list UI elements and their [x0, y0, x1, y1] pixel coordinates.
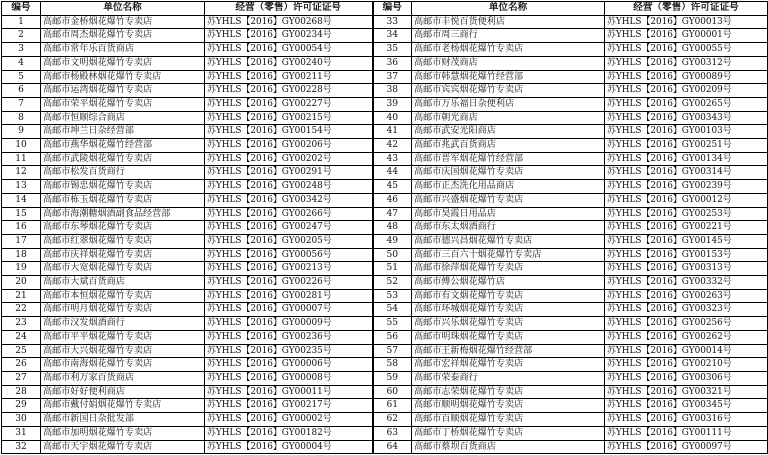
row-number-left: 30: [2, 413, 41, 427]
license-number-right: 苏YHLS【2016】GY00306号: [605, 371, 768, 385]
license-number-right: 苏YHLS【2016】GY00314号: [605, 166, 768, 180]
unit-name-left: 高邮市加明烟花爆竹专卖店: [41, 426, 205, 440]
row-number-left: 14: [2, 193, 41, 207]
license-number-right: 苏YHLS【2016】GY00014号: [605, 344, 768, 358]
table-row: [2, 330, 768, 344]
unit-name-right: 高邮市有文烟花爆竹专卖店: [412, 289, 605, 303]
row-number-right: 64: [373, 440, 412, 454]
license-number-left: 苏YHLS【2016】GY00234号: [205, 29, 373, 43]
row-number-right: 40: [373, 111, 412, 125]
license-number-left: 苏YHLS【2016】GY00235号: [205, 344, 373, 358]
table-row: [2, 317, 768, 331]
unit-name-left: 高邮市新国日杂批发部: [41, 413, 205, 427]
license-number-right: 苏YHLS【2016】GY00097号: [605, 440, 768, 454]
unit-name-right: 高邮市晋军烟花爆竹经营部: [412, 152, 605, 166]
table-row: [2, 413, 768, 427]
row-number-right: 45: [373, 180, 412, 194]
license-number-right: 苏YHLS【2016】GY00332号: [605, 276, 768, 290]
license-number-right: 苏YHLS【2016】GY00343号: [605, 111, 768, 125]
license-number-right: 苏YHLS【2016】GY00013号: [605, 15, 768, 29]
table-row: [2, 440, 768, 454]
license-number-left: 苏YHLS【2016】GY00182号: [205, 426, 373, 440]
row-number-right: 41: [373, 125, 412, 139]
row-number-left: 18: [2, 248, 41, 262]
license-number-right: 苏YHLS【2016】GY00111号: [605, 426, 768, 440]
table-row: [2, 139, 768, 153]
header-license-left: 经营（零售）许可证证号: [205, 2, 373, 16]
row-number-left: 6: [2, 84, 41, 98]
table-row: [2, 166, 768, 180]
row-number-left: 27: [2, 371, 41, 385]
unit-name-right: 高邮市宏祥烟花爆竹专卖店: [412, 358, 605, 372]
license-number-left: 苏YHLS【2016】GY00213号: [205, 262, 373, 276]
row-number-right: 34: [373, 29, 412, 43]
unit-name-right: 高邮市丰悦百货便利店: [412, 15, 605, 29]
row-number-left: 19: [2, 262, 41, 276]
table-row: [2, 248, 768, 262]
table-row: [2, 276, 768, 290]
unit-name-left: 高邮市周杰烟花爆竹专卖店: [41, 29, 205, 43]
table-row: [2, 358, 768, 372]
license-number-right: 苏YHLS【2016】GY00323号: [605, 303, 768, 317]
row-number-left: 13: [2, 180, 41, 194]
unit-name-left: 高邮市坤兰日杂经营部: [41, 125, 205, 139]
row-number-right: 52: [373, 276, 412, 290]
row-number-left: 24: [2, 330, 41, 344]
table-row: [2, 221, 768, 235]
row-number-right: 53: [373, 289, 412, 303]
row-number-left: 29: [2, 399, 41, 413]
row-number-left: 2: [2, 29, 41, 43]
license-number-left: 苏YHLS【2016】GY00247号: [205, 221, 373, 235]
unit-name-left: 高邮市好好便利商店: [41, 385, 205, 399]
row-number-left: 4: [2, 56, 41, 70]
license-number-right: 苏YHLS【2016】GY00145号: [605, 234, 768, 248]
row-number-left: 9: [2, 125, 41, 139]
unit-name-right: 高邮市环城烟花爆竹专卖店: [412, 303, 605, 317]
license-number-right: 苏YHLS【2016】GY00239号: [605, 180, 768, 194]
table-row: [2, 193, 768, 207]
row-number-left: 28: [2, 385, 41, 399]
unit-name-left: 高邮市南海烟花爆竹专卖店: [41, 358, 205, 372]
row-number-left: 25: [2, 344, 41, 358]
row-number-left: 22: [2, 303, 41, 317]
unit-name-right: 高邮市老杨烟花爆竹专卖店: [412, 43, 605, 57]
table-row: [2, 29, 768, 43]
unit-name-right: 高邮市荣泰商行: [412, 371, 605, 385]
unit-name-right: 高邮市东太烟酒商行: [412, 221, 605, 235]
license-number-left: 苏YHLS【2016】GY00281号: [205, 289, 373, 303]
license-number-right: 苏YHLS【2016】GY00210号: [605, 358, 768, 372]
license-number-right: 苏YHLS【2016】GY00221号: [605, 221, 768, 235]
license-number-left: 苏YHLS【2016】GY00236号: [205, 330, 373, 344]
unit-name-right: 高邮市兆武百货商店: [412, 139, 605, 153]
unit-name-left: 高邮市松发百货商行: [41, 166, 205, 180]
license-roster-sheet: [1, 1, 767, 454]
row-number-left: 7: [2, 97, 41, 111]
license-number-right: 苏YHLS【2016】GY00263号: [605, 289, 768, 303]
row-number-left: 10: [2, 139, 41, 153]
unit-name-left: 高邮市戴付娟烟花爆竹专卖店: [41, 399, 205, 413]
license-number-left: 苏YHLS【2016】GY00002号: [205, 413, 373, 427]
row-number-left: 21: [2, 289, 41, 303]
row-number-right: 56: [373, 330, 412, 344]
unit-name-right: 高邮市兴乐烟花爆竹专卖店: [412, 317, 605, 331]
unit-name-right: 高邮市德兴昌烟花爆竹专卖店: [412, 234, 605, 248]
license-number-left: 苏YHLS【2016】GY00211号: [205, 70, 373, 84]
license-number-left: 苏YHLS【2016】GY00054号: [205, 43, 373, 57]
license-number-left: 苏YHLS【2016】GY00227号: [205, 97, 373, 111]
row-number-right: 42: [373, 139, 412, 153]
unit-name-left: 高邮市大斌百货商店: [41, 276, 205, 290]
header-row: [2, 2, 768, 16]
row-number-right: 35: [373, 43, 412, 57]
unit-name-right: 高邮市庆国烟花爆竹专卖店: [412, 166, 605, 180]
unit-name-left: 高邮市海潮糖烟酒副食品经营部: [41, 207, 205, 221]
unit-name-right: 高邮市王新梅烟花爆竹经营部: [412, 344, 605, 358]
license-number-left: 苏YHLS【2016】GY00217号: [205, 399, 373, 413]
row-number-right: 61: [373, 399, 412, 413]
row-number-right: 54: [373, 303, 412, 317]
unit-name-left: 高邮市本恒烟花爆竹专卖店: [41, 289, 205, 303]
unit-name-left: 高邮市恒顺综合商店: [41, 111, 205, 125]
license-number-left: 苏YHLS【2016】GY00006号: [205, 358, 373, 372]
unit-name-right: 高邮市财茂商店: [412, 56, 605, 70]
license-number-left: 苏YHLS【2016】GY00228号: [205, 84, 373, 98]
unit-name-right: 高邮市万乐福日杂便利店: [412, 97, 605, 111]
unit-name-right: 高邮市顺明烟花爆竹专卖店: [412, 399, 605, 413]
table-row: [2, 371, 768, 385]
unit-name-left: 高邮市武陵烟花爆竹专卖店: [41, 152, 205, 166]
header-unit-left: 单位名称: [41, 2, 205, 16]
license-number-left: 苏YHLS【2016】GY00009号: [205, 317, 373, 331]
license-number-right: 苏YHLS【2016】GY00316号: [605, 413, 768, 427]
row-number-right: 43: [373, 152, 412, 166]
license-number-right: 苏YHLS【2016】GY00103号: [605, 125, 768, 139]
row-number-left: 32: [2, 440, 41, 454]
license-number-right: 苏YHLS【2016】GY00256号: [605, 317, 768, 331]
table-row: [2, 262, 768, 276]
row-number-right: 50: [373, 248, 412, 262]
row-number-left: 20: [2, 276, 41, 290]
unit-name-right: 高邮市武安光阳商店: [412, 125, 605, 139]
row-number-left: 15: [2, 207, 41, 221]
license-number-right: 苏YHLS【2016】GY00253号: [605, 207, 768, 221]
table-row: [2, 152, 768, 166]
row-number-left: 8: [2, 111, 41, 125]
license-number-left: 苏YHLS【2016】GY00007号: [205, 303, 373, 317]
license-number-left: 苏YHLS【2016】GY00008号: [205, 371, 373, 385]
license-number-left: 苏YHLS【2016】GY00004号: [205, 440, 373, 454]
row-number-right: 39: [373, 97, 412, 111]
unit-name-left: 高邮市平平烟花爆竹专卖店: [41, 330, 205, 344]
table-row: [2, 15, 768, 29]
row-number-left: 17: [2, 234, 41, 248]
license-number-left: 苏YHLS【2016】GY00202号: [205, 152, 373, 166]
unit-name-right: 高邮市丁桥烟花爆竹专卖店: [412, 426, 605, 440]
row-number-left: 1: [2, 15, 41, 29]
row-number-right: 48: [373, 221, 412, 235]
license-number-right: 苏YHLS【2016】GY00265号: [605, 97, 768, 111]
license-number-left: 苏YHLS【2016】GY00215号: [205, 111, 373, 125]
unit-name-left: 高邮市杨殿林烟花爆竹专卖店: [41, 70, 205, 84]
unit-name-left: 高邮市红翠烟花爆竹专卖店: [41, 234, 205, 248]
unit-name-right: 高邮市志荣烟花爆竹专卖店: [412, 385, 605, 399]
table-row: [2, 234, 768, 248]
unit-name-right: 高邮市三百六十烟花爆竹专卖店: [412, 248, 605, 262]
unit-name-right: 高邮市韩慧烟花爆竹经营部: [412, 70, 605, 84]
row-number-left: 11: [2, 152, 41, 166]
row-number-left: 26: [2, 358, 41, 372]
unit-name-right: 高邮市傅公烟花爆竹店: [412, 276, 605, 290]
license-number-left: 苏YHLS【2016】GY00240号: [205, 56, 373, 70]
license-number-left: 苏YHLS【2016】GY00291号: [205, 166, 373, 180]
license-number-right: 苏YHLS【2016】GY00345号: [605, 399, 768, 413]
row-number-right: 44: [373, 166, 412, 180]
row-number-right: 63: [373, 426, 412, 440]
unit-name-right: 高邮市兴盛烟花爆竹专卖店: [412, 193, 605, 207]
license-number-right: 苏YHLS【2016】GY00312号: [605, 56, 768, 70]
row-number-right: 33: [373, 15, 412, 29]
license-number-right: 苏YHLS【2016】GY00001号: [605, 29, 768, 43]
table-row: [2, 43, 768, 57]
row-number-right: 38: [373, 84, 412, 98]
unit-name-left: 高邮市大宽烟花爆竹专卖店: [41, 262, 205, 276]
unit-name-right: 高邮市徐萍烟花爆竹专卖店: [412, 262, 605, 276]
row-number-right: 47: [373, 207, 412, 221]
table-row: [2, 180, 768, 194]
license-number-left: 苏YHLS【2016】GY00248号: [205, 180, 373, 194]
license-number-left: 苏YHLS【2016】GY00206号: [205, 139, 373, 153]
unit-name-left: 高邮市金桥烟花爆竹专卖店: [41, 15, 205, 29]
table-row: [2, 84, 768, 98]
unit-name-right: 高邮市百顺烟花爆竹专卖店: [412, 413, 605, 427]
license-number-right: 苏YHLS【2016】GY00134号: [605, 152, 768, 166]
unit-name-left: 高邮市栋玉烟花爆竹专卖店: [41, 193, 205, 207]
table-row: [2, 426, 768, 440]
license-number-left: 苏YHLS【2016】GY00342号: [205, 193, 373, 207]
row-number-left: 12: [2, 166, 41, 180]
license-number-right: 苏YHLS【2016】GY00209号: [605, 84, 768, 98]
table-row: [2, 111, 768, 125]
unit-name-left: 高邮市文明烟花爆竹专卖店: [41, 56, 205, 70]
license-number-left: 苏YHLS【2016】GY00226号: [205, 276, 373, 290]
table-row: [2, 385, 768, 399]
license-number-left: 苏YHLS【2016】GY00056号: [205, 248, 373, 262]
license-number-left: 苏YHLS【2016】GY00011号: [205, 385, 373, 399]
table-row: [2, 70, 768, 84]
table-row: [2, 399, 768, 413]
row-number-right: 37: [373, 70, 412, 84]
row-number-left: 31: [2, 426, 41, 440]
header-num-left: 编号: [2, 2, 41, 16]
unit-name-right: 高邮市宾宾烟花爆竹专卖店: [412, 84, 605, 98]
unit-name-right: 高邮市蔡坝百货商店: [412, 440, 605, 454]
header-license-right: 经营（零售）许可证证号: [605, 2, 768, 16]
table-row: [2, 207, 768, 221]
license-number-right: 苏YHLS【2016】GY00153号: [605, 248, 768, 262]
table-row: [2, 303, 768, 317]
license-number-right: 苏YHLS【2016】GY00251号: [605, 139, 768, 153]
license-number-left: 苏YHLS【2016】GY00268号: [205, 15, 373, 29]
roster-body: [2, 15, 768, 454]
license-number-right: 苏YHLS【2016】GY00313号: [605, 262, 768, 276]
table-row: [2, 56, 768, 70]
unit-name-right: 高邮市朝光商店: [412, 111, 605, 125]
row-number-left: 23: [2, 317, 41, 331]
table-row: [2, 125, 768, 139]
unit-name-right: 高邮市昊霞日用品店: [412, 207, 605, 221]
license-number-right: 苏YHLS【2016】GY00262号: [605, 330, 768, 344]
row-number-right: 59: [373, 371, 412, 385]
row-number-right: 55: [373, 317, 412, 331]
unit-name-left: 高邮市明月烟花爆竹专卖店: [41, 303, 205, 317]
row-number-right: 58: [373, 358, 412, 372]
license-number-right: 苏YHLS【2016】GY00089号: [605, 70, 768, 84]
header-num-right: 编号: [373, 2, 412, 16]
table-row: [2, 344, 768, 358]
unit-name-left: 高邮市大兴烟花爆竹专卖店: [41, 344, 205, 358]
license-number-left: 苏YHLS【2016】GY00154号: [205, 125, 373, 139]
unit-name-right: 高邮市正杰洗化用品商店: [412, 180, 605, 194]
header-unit-right: 单位名称: [412, 2, 605, 16]
row-number-right: 57: [373, 344, 412, 358]
license-number-left: 苏YHLS【2016】GY00205号: [205, 234, 373, 248]
unit-name-left: 高邮市天宇烟花爆竹专卖店: [41, 440, 205, 454]
license-number-right: 苏YHLS【2016】GY00055号: [605, 43, 768, 57]
row-number-right: 60: [373, 385, 412, 399]
row-number-right: 62: [373, 413, 412, 427]
unit-name-left: 高邮市荣平烟花爆竹专卖店: [41, 97, 205, 111]
license-number-right: 苏YHLS【2016】GY00012号: [605, 193, 768, 207]
row-number-right: 46: [373, 193, 412, 207]
row-number-right: 36: [373, 56, 412, 70]
table-row: [2, 97, 768, 111]
unit-name-left: 高邮市东琴烟花爆竹专卖店: [41, 221, 205, 235]
unit-name-left: 高邮市庆祥烟花爆竹专卖店: [41, 248, 205, 262]
unit-name-left: 高邮市运湾烟花爆竹专卖店: [41, 84, 205, 98]
unit-name-left: 高邮市利万家百货商店: [41, 371, 205, 385]
unit-name-right: 高邮市明珠烟花爆竹专卖店: [412, 330, 605, 344]
unit-name-left: 高邮市常年乐百货商店: [41, 43, 205, 57]
row-number-left: 16: [2, 221, 41, 235]
license-number-right: 苏YHLS【2016】GY00321号: [605, 385, 768, 399]
license-number-left: 苏YHLS【2016】GY00266号: [205, 207, 373, 221]
row-number-right: 51: [373, 262, 412, 276]
row-number-left: 3: [2, 43, 41, 57]
unit-name-left: 高邮市锡忠烟花爆竹专卖店: [41, 180, 205, 194]
unit-name-left: 高邮市燕华烟花爆竹经营部: [41, 139, 205, 153]
license-roster-table: [1, 1, 768, 454]
unit-name-right: 高邮市周三商行: [412, 29, 605, 43]
row-number-right: 49: [373, 234, 412, 248]
row-number-left: 5: [2, 70, 41, 84]
unit-name-left: 高邮市汉发烟酒商行: [41, 317, 205, 331]
table-row: [2, 289, 768, 303]
